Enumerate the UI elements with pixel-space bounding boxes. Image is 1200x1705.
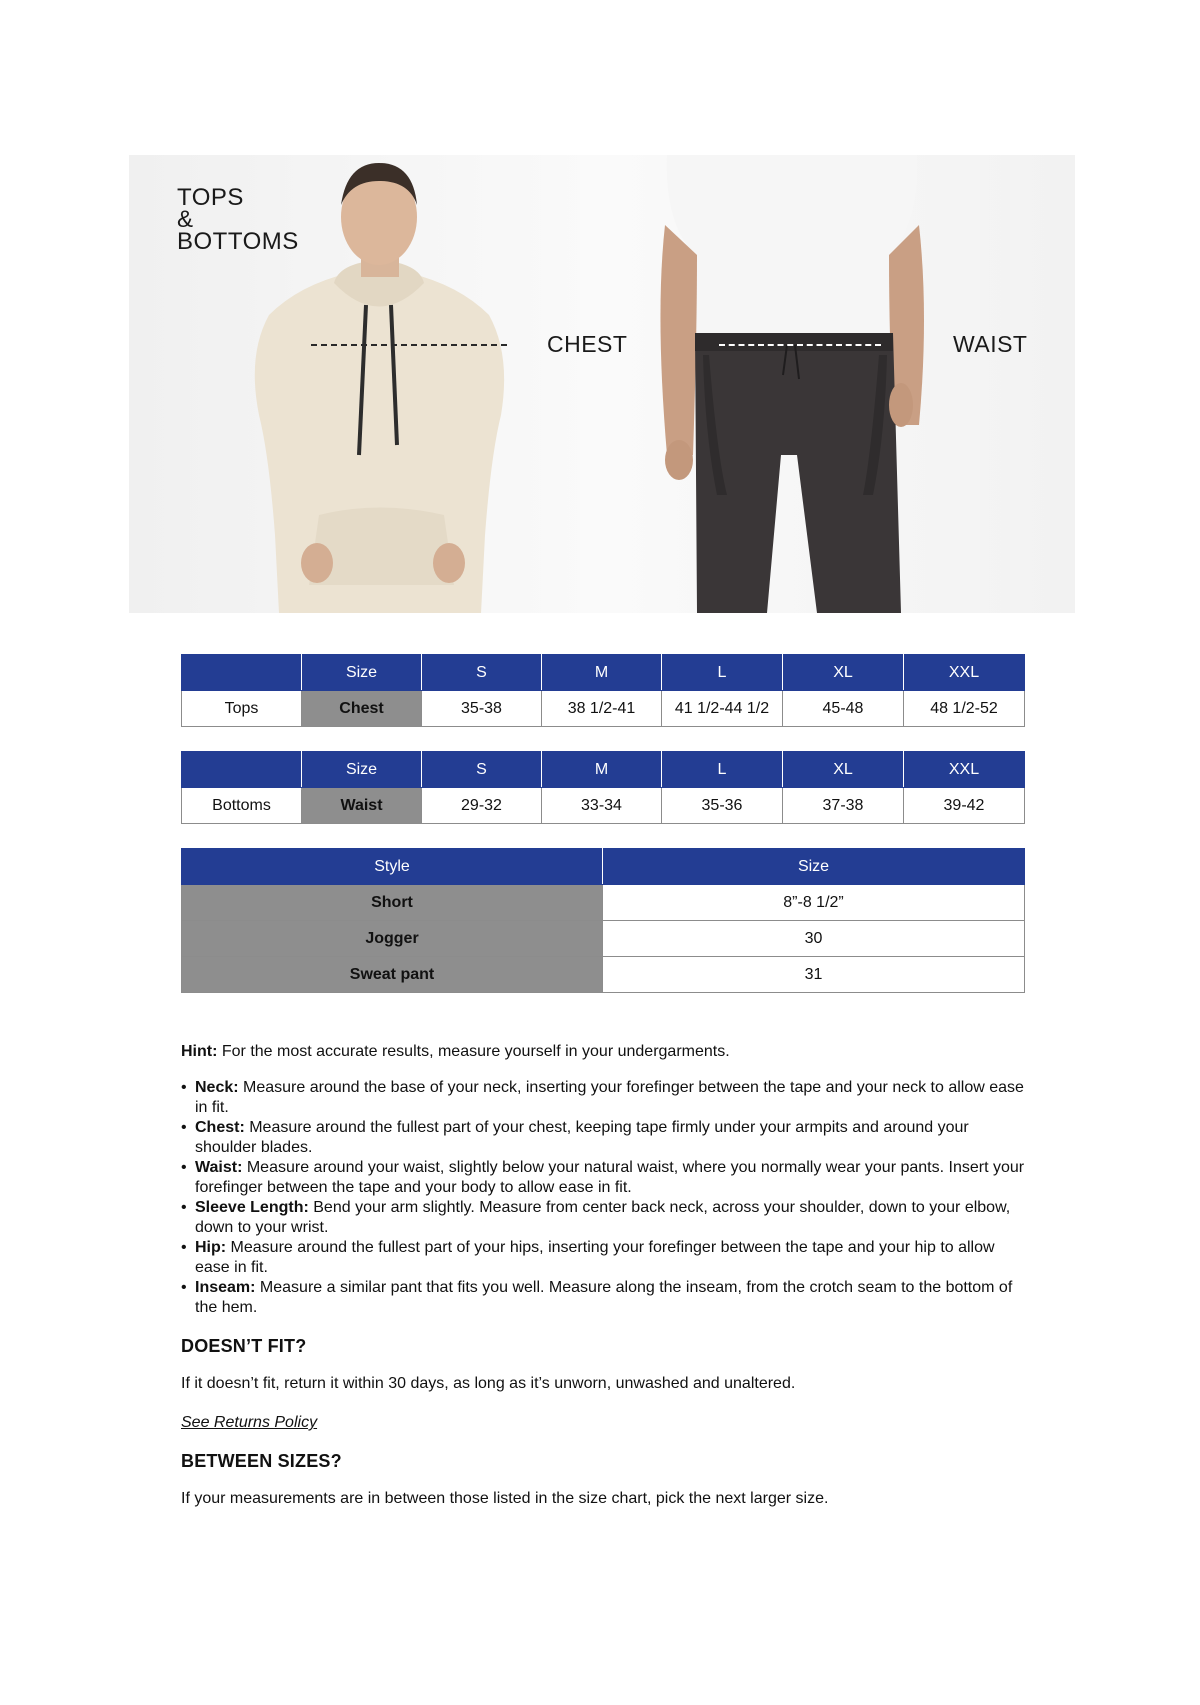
inseam-label: Inseam: — [195, 1279, 256, 1296]
style-size-sweat-pant: 31 — [603, 957, 1025, 993]
style-row-sweat-pant — [182, 957, 1025, 993]
hero-banner — [129, 155, 1075, 613]
tops-header-xxl: XXL — [904, 655, 1025, 691]
list-item-inseam — [181, 1278, 1031, 1318]
tops-row-label: Tops — [182, 691, 302, 727]
hip-label: Hip: — [195, 1239, 227, 1256]
tops-header-row — [182, 655, 1025, 691]
style-size-short: 8”-8 1/2” — [603, 885, 1025, 921]
hoodie-model-image — [239, 155, 519, 613]
chest-item-label: Chest: — [195, 1119, 245, 1136]
bottoms-value-m: 33-34 — [542, 788, 662, 824]
list-item-chest — [181, 1118, 1031, 1158]
style-name-sweat-pant: Sweat pant — [182, 957, 603, 993]
between-sizes-text: If your measurements are in between those listed in the size chart, pick the next larger size. — [181, 1490, 829, 1507]
waist-item-label: Waist: — [195, 1159, 243, 1176]
tops-value-s: 35-38 — [422, 691, 542, 727]
waist-label: WAIST — [953, 331, 1028, 357]
chest-item-text: Measure around the fullest part of your chest, keeping tape firmly under your armpits and around your shoulder blades. — [195, 1119, 969, 1156]
style-size-jogger: 30 — [603, 921, 1025, 957]
tops-header-size: Size — [302, 655, 422, 691]
bottoms-header-s: S — [422, 752, 542, 788]
hero-title-line-1: TOPS — [177, 184, 244, 211]
list-item-waist — [181, 1158, 1031, 1198]
between-sizes-heading: BETWEEN SIZES? — [181, 1451, 342, 1471]
hint-paragraph — [181, 1042, 1031, 1062]
tops-header-blank — [182, 655, 302, 691]
tops-header-m: M — [542, 655, 662, 691]
tops-value-m: 38 1/2-41 — [542, 691, 662, 727]
list-item-hip — [181, 1238, 1031, 1278]
tops-size-table — [181, 654, 1025, 727]
chest-measure-line — [311, 344, 507, 346]
bottoms-header-xxl: XXL — [904, 752, 1025, 788]
bottoms-value-s: 29-32 — [422, 788, 542, 824]
pants-model-image — [657, 155, 927, 613]
tops-value-l: 41 1/2-44 1/2 — [662, 691, 783, 727]
bottoms-value-xl: 37-38 — [783, 788, 904, 824]
hint-text: For the most accurate results, measure yourself in your undergarments. — [217, 1043, 730, 1060]
sleeve-label: Sleeve Length: — [195, 1199, 309, 1216]
bottoms-header-l: L — [662, 752, 783, 788]
list-item-sleeve — [181, 1198, 1031, 1238]
bottoms-value-xxl: 39-42 — [904, 788, 1025, 824]
returns-policy-link[interactable]: See Returns Policy — [181, 1414, 318, 1431]
neck-label: Neck: — [195, 1079, 239, 1096]
bottoms-header-row — [182, 752, 1025, 788]
style-header-style: Style — [182, 849, 603, 885]
tops-header-l: L — [662, 655, 783, 691]
tops-value-xxl: 48 1/2-52 — [904, 691, 1025, 727]
waist-item-text: Measure around your waist, slightly below your natural waist, where you normally wear your pants. Insert your forefinger between the tape and your body to allow ease in fit. — [195, 1159, 1025, 1196]
style-size-table — [181, 848, 1025, 993]
tops-value-xl: 45-48 — [783, 691, 904, 727]
tops-measure-label: Chest — [302, 691, 422, 727]
inseam-text: Measure a similar pant that fits you well. Measure along the inseam, from the crotch seam to the bottom of the hem. — [195, 1279, 1013, 1316]
doesnt-fit-text: If it doesn’t fit, return it within 30 days, as long as it’s unworn, unwashed and unaltered. — [181, 1375, 796, 1392]
list-item-neck — [181, 1078, 1031, 1118]
bottoms-measure-label: Waist — [302, 788, 422, 824]
bottoms-header-m: M — [542, 752, 662, 788]
doesnt-fit-heading: DOESN’T FIT? — [181, 1336, 307, 1356]
bottoms-size-table — [181, 751, 1025, 824]
bottoms-row-label: Bottoms — [182, 788, 302, 824]
neck-text: Measure around the base of your neck, inserting your forefinger between the tape and your neck to allow ease in fit. — [195, 1079, 1024, 1116]
style-name-jogger: Jogger — [182, 921, 603, 957]
style-row-short — [182, 885, 1025, 921]
hip-text: Measure around the fullest part of your hips, inserting your forefinger between the tape and your hip to allow ease in fit. — [195, 1239, 995, 1276]
chest-label: CHEST — [547, 331, 628, 357]
bottoms-data-row — [182, 788, 1025, 824]
tops-header-s: S — [422, 655, 542, 691]
style-name-short: Short — [182, 885, 603, 921]
bottoms-header-xl: XL — [783, 752, 904, 788]
tops-header-xl: XL — [783, 655, 904, 691]
style-row-jogger — [182, 921, 1025, 957]
hero-title-line-2: & — [177, 206, 194, 233]
style-header-row — [182, 849, 1025, 885]
bottoms-header-blank — [182, 752, 302, 788]
measurement-list — [181, 1078, 1031, 1318]
sleeve-text: Bend your arm slightly. Measure from center back neck, across your shoulder, down to your elbow, down to your wrist. — [195, 1199, 1011, 1236]
hero-title-line-3: BOTTOMS — [177, 228, 299, 255]
tops-data-row — [182, 691, 1025, 727]
bottoms-value-l: 35-36 — [662, 788, 783, 824]
waist-measure-line — [719, 344, 881, 346]
bottoms-header-size: Size — [302, 752, 422, 788]
hint-label: Hint: — [181, 1043, 218, 1060]
style-header-size: Size — [603, 849, 1025, 885]
